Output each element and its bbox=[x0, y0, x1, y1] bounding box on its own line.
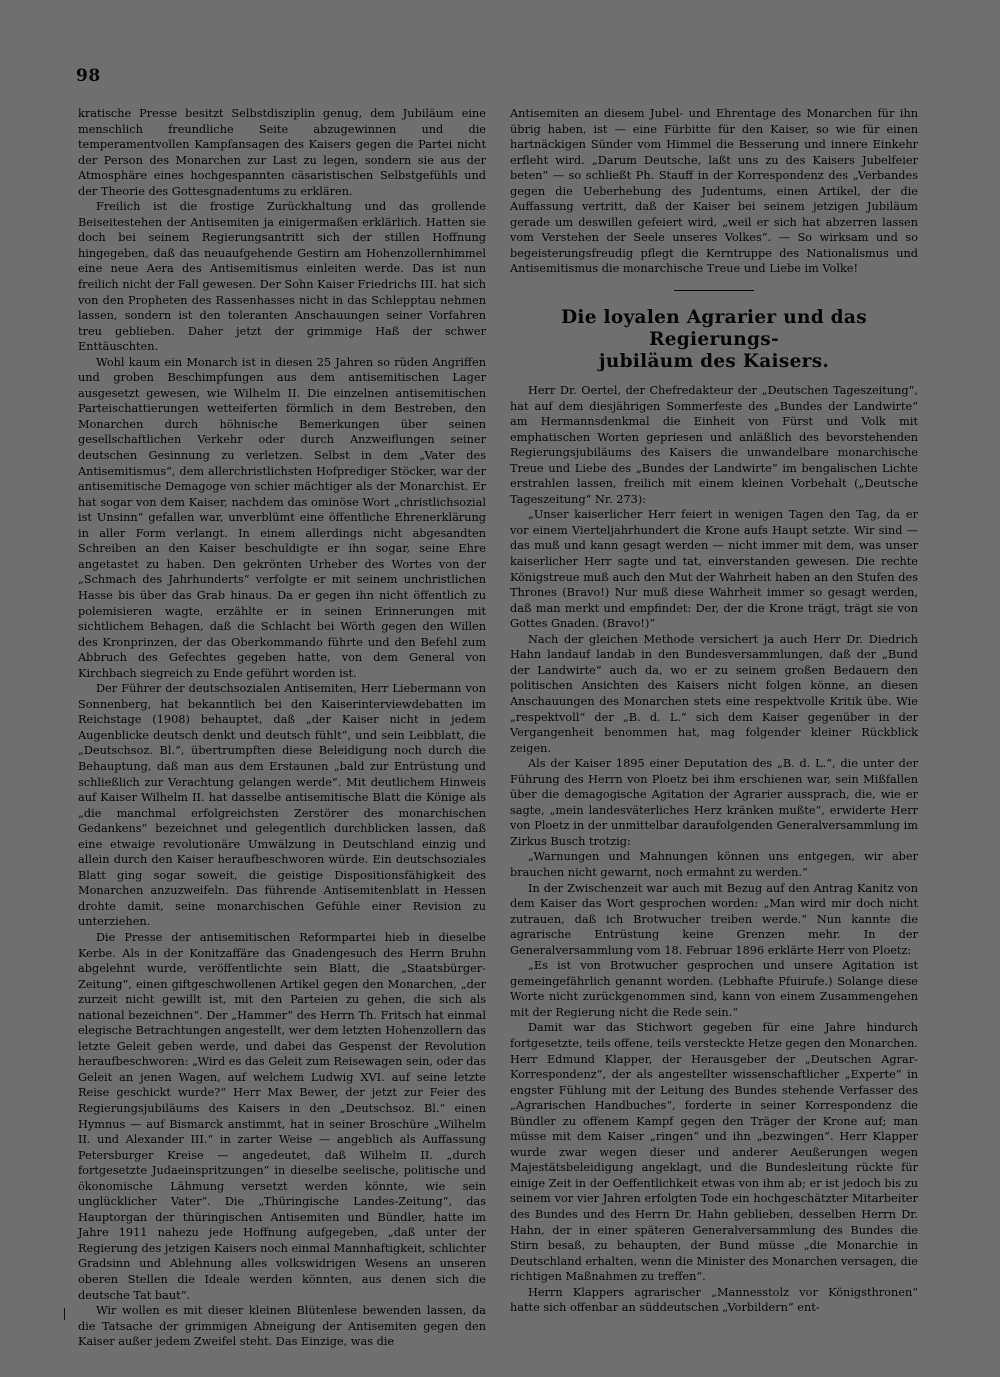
section-heading-line: Die loyalen Agrarier und das Regierungs- bbox=[561, 307, 867, 351]
paragraph: Der Führer der deutschsozialen Antisemiten, Herr Liebermann von Sonnenberg, hat bekanntlich bei den Kaiserinterviewdebatten im Reichstage (1908) behauptet, daß „der Kaiser nicht in jedem Augenblicke deutsch denkt und deutsch fühlt“, und sein Leibblatt, die „Deutschsoz. Bl.“, übertrumpften diese Beleidigung noch durch die Behauptung, daß man aus dem Erstaunen „bald zur Entrüstung und schließlich zur Verachtung gelangen werde“. Mit deutlichem Hinweis auf Kaiser Wilhelm II. hat dasselbe antisemitische Blatt die Könige als „die manchmal erfolgreichsten Zerstörer des monarchischen Gedankens“ bezeichnet und gelegentlich durchblicken lassen, daß eine etwaige revolutionäre Umwälzung in Deutschland einzig und allein durch den Kaiser heraufbeschworen würde. Ein deutschsoziales Blatt ging sogar soweit, die geistige Dispositionsfähigkeit des Monarchen anzuzweifeln. Das führende Antisemitenblatt in Hessen drohte damit, seine monarchischen Gefühle einer Revision zu unterziehen. bbox=[78, 682, 486, 929]
paragraph: Als der Kaiser 1895 einer Deputation des „B. d. L.“, die unter der Führung des Herrn von Ploetz bei ihm erschienen war, sein Mißfallen über die demagogische Agitation der Agrarier aussprach, die, wie er sagte, „mein landesväterliches Herz kränken mußte“, erwiderte Herr von Ploetz in der unmittelbar daraufolgenden Generalversammlung im Zirkus Busch trotzig: bbox=[510, 757, 918, 848]
paragraph: Wir wollen es mit dieser kleinen Blütenlese bewenden lassen, da die Tatsache der grimmigen Abneigung der Antisemiten gegen den Kaiser außer jedem Zweifel steht. Das Einzige, was die bbox=[78, 1304, 486, 1349]
section-heading bbox=[510, 307, 918, 373]
paragraph: „Es ist von Brotwucher gesprochen und unsere Agitation ist gemeingefährlich genannt worden. (Lebhafte Pfuirufe.) Solange diese Worte nicht zurückgenommen sind, kann von einem Zusammengehen mit der Regierung nicht die Rede sein.“ bbox=[510, 959, 918, 1019]
paragraph: Nach der gleichen Methode versichert ja auch Herr Dr. Diedrich Hahn landauf landab in den Bundesversammlungen, daß der „Bund der Landwirte“ auch da, wo er zu seinem großen Bedauern den politischen Ansichten des Kaisers nicht folgen könne, an diesen Anschauungen des Monarchen stets eine respektvolle Kritik übe. Wie „respektvoll“ der „B. d. L.“ sich dem Kaiser gegenüber in der Vergangenheit benommen hat, mag folgender kleiner Rückblick zeigen. bbox=[510, 632, 918, 755]
paragraph: kratische Presse besitzt Selbstdisziplin genug, dem Jubiläum eine menschlich freundliche Seite abzugewinnen und die temperamentvollen Kampfansagen des Kaisers gegen die Partei nicht der Person des Monarchen zur Last zu legen, sondern sie aus der Atmosphäre eines hochgespannten cäsaristischen Selbstgefühls und der Theorie des Gottesgnadentums zu erklären. bbox=[78, 107, 486, 198]
paragraph: „Unser kaiserlicher Herr feiert in wenigen Tagen den Tag, da er vor einem Vierteljahrhundert die Krone aufs Haupt setzte. Wir sind — das muß und kann gesagt werden — nicht immer mit dem, was unser kaiserlicher Herr sagte und tat, einverstanden gewesen. Die rechte Königstreue muß auch den Mut der Wahrheit haben an den Stufen des Thrones (Bravo!) Nur muß diese Wahrheit immer so gesagt werden, daß man merkt und empfindet: Der, der die Krone trägt, trägt sie von Gottes Gnaden. (Bravo!)“ bbox=[510, 508, 918, 631]
paragraph: „Warnungen und Mahnungen können uns entgegen, wir aber brauchen nicht gewarnt, noch ermahnt zu werden.“ bbox=[510, 850, 918, 879]
paragraph: Herrn Klappers agrarischer „Mannesstolz vor Königsthronen“ hatte sich offenbar an süddeutschen „Vorbildern“ ent- bbox=[510, 1285, 918, 1315]
margin-mark bbox=[64, 1308, 65, 1320]
left-column bbox=[78, 106, 486, 1350]
paragraph: Damit war das Stichwort gegeben für eine Jahre hindurch fortgesetzte, teils offene, teils versteckte Hetze gegen den Monarchen. Herr Edmund Klapper, der Herausgeber der „Deutschen Agrar-Korrespondenz“, der als angestellter wissenschaftlicher „Experte“ in engster Fühlung mit der Leitung des Bundes stehende Verfasser des „Agrarischen Handbuches“, forderte in seiner Korrespondenz die Bündler zu offenem Kampf gegen den Träger der Krone auf; man müsse mit dem Kaiser „ringen“ und ihn „bezwingen“. Herr Klapper wurde zwar wegen dieser und anderer Aeußerungen wegen Majestätsbeleidigung angeklagt, und die Bundesleitung rückte für einige Zeit in der Oeffentlichkeit etwas von ihm ab; er ist jedoch bis zu seinem vor vier Jahren erfolgten Tode ein hochgeschätzter Mitarbeiter des Bundes und des Herrn Dr. Hahn geblieben, desselben Herrn Dr. Hahn, der in einer späteren Generalversammlung des Bundes die Stirn besaß, zu behaupten, der Bund müsse „die Monarchie in Deutschland erhalten, wenn die Minister des Monarchen versagen, die richtigen Maßnahmen zu treffen“. bbox=[510, 1021, 918, 1284]
paragraph: Die Presse der antisemitischen Reformpartei hieb in dieselbe Kerbe. Als in der Konitzaffäre das Gnadengesuch des Herrn Bruhn abgelehnt wurde, veröffentlichte sein Blatt, die „Staatsbürger-Zeitung“, einen giftgeschwollenen Artikel gegen den Monarchen, „der zurzeit nicht gewillt ist, mit den Parteien zu gehen, die sich als national bezeichnen“. Der „Hammer“ des Herrn Th. Fritsch hat einmal elegische Betrachtungen angestellt, wer dem letzten Hohenzollern das letzte Geleit geben werde, und dabei das Gespenst der Revolution heraufbeschworen: „Wird es das Geleit zum Reisewagen sein, oder das Geleit an jenen Wagen, auf welchem Ludwig XVI. auf seine letzte Reise geschickt wurde?“ Herr Max Bewer, der jetzt zur Feier des Regierungsjubiläums des Kaisers in den „Deutschsoz. Bl.“ einen Hymnus — auf Bismarck anstimmt, hat in seiner Broschüre „Wilhelm II. und Alexander III.“ in zarter Weise — angeblich als Auffassung Petersburger Kreise — angedeutet, daß Wilhelm II. „durch fortgesetzte Judaeinspritzungen“ in dieselbe seelische, politische und ökonomische Lähmung versetzt werden könnte, wie sein unglücklicher Vater“. Die „Thüringische Landes-Zeitung“, das Hauptorgan der thüringischen Antisemiten und Bündler, hatte im Jahre 1911 nahezu jede Hoffnung aufgegeben, „daß unter der Regierung des jetzigen Kaisers noch einmal Mannhaftigkeit, schlichter Gradsinn und Ablehnung alles volkswidrigen Wesens an unseren oberen Stellen die Ideale werden könnten, aus denen sich die deutsche Tat baut“. bbox=[78, 930, 487, 1302]
paragraph: Antisemiten an diesem Jubel- und Ehrentage des Monarchen für ihn übrig haben, ist — eine Fürbitte für den Kaiser, so wie für einen hartnäckigen Sünder vom Himmel die Besserung und innere Einkehr erfleht wird. „Darum Deutsche, laßt uns zu des Kaisers Jubelfeier beten“ — so schließt Ph. Stauff in der Korrespondenz des „Verbandes gegen die Ueberhebung des Judentums, einen Artikel, der die Auffassung vertritt, daß der Kaiser bei seinem jetzigen Jubiläum gerade um deswillen gefeiert wird, „weil er sich hat abzerren lassen vom Verstehen der Seele unseres Volkes“. — So wirksam und so begeisterungsfreudig pflegt die Kerntruppe des Nationalismus und Antisemitismus die monarchische Treue und Liebe im Volke! bbox=[510, 107, 918, 276]
paragraph: Herr Dr. Oertel, der Chefredakteur der „Deutschen Tageszeitung“, hat auf dem diesjährigen Sommerfeste des „Bundes der Landwirte“ am Hermannsdenkmal die Einheit von Fürst und Volk mit emphatischen Worten gepriesen und anläßlich des bevorstehenden Regierungsjubiläums des Kaisers die unwandelbare monarchische Treue und Liebe des „Bundes der Landwirte“ im bengalischen Lichte erstrahlen lassen, freilich mit einem kleinen Vorbehalt („Deutsche Tageszeitung“ Nr. 273): bbox=[510, 384, 918, 506]
page-number: 98 bbox=[76, 66, 101, 86]
paragraph: Freilich ist die frostige Zurückhaltung und das grollende Beiseitestehen der Antisemiten ja einigermaßen erklärlich. Hatten sie doch bei seinem Regierungsantritt sich der stillen Hoffnung hingegeben, daß das neuaufgehende Gestirn am Hohenzollernhimmel eine neue Aera des Antisemitismus einleiten werde. Das ist nun freilich nicht der Fall gewesen. Der Sohn Kaiser Friedrichs III. hat sich von den Propheten des Rassenhasses nicht in das Schlepptau nehmen lassen, sondern ist den toleranten Anschauungen seiner Vorfahren treu geblieben. Daher jetzt der grimmige Haß der schwer Enttäuschten. bbox=[78, 200, 486, 354]
section-divider bbox=[674, 290, 754, 291]
paragraph: In der Zwischenzeit war auch mit Bezug auf den Antrag Kanitz von dem Kaiser das Wort gesprochen worden: „Man wird mir doch nicht zutrauen, daß ich Brotwucher treiben werde.“ Nun kannte die agrarische Entrüstung keine Grenzen mehr. In der Generalversammlung vom 18. Februar 1896 erklärte Herr von Ploetz: bbox=[510, 881, 918, 957]
section-heading-line: jubiläum des Kaisers. bbox=[598, 351, 830, 373]
right-column bbox=[510, 106, 918, 1316]
paragraph: Wohl kaum ein Monarch ist in diesen 25 Jahren so rüden Angriffen und groben Beschimpfungen aus dem antisemitischen Lager ausgesetzt gewesen, wie Wilhelm II. Die einzelnen antisemitischen Parteischattierungen wetteiferten förmlich in dem Bestreben, den Monarchen durch höhnische Bemerkungen über seinen gesellschaftlichen Verkehr oder durch Anzweiflungen seiner deutschen Gesinnung zu verletzen. Selbst in dem „Vater des Antisemitismus“, dem allerchristlichsten Hofprediger Stöcker, war der antisemitische Demagoge von schier mächtiger als der Monarchist. Er hat sogar von dem Kaiser, nachdem das ominöse Wort „christlichsozial ist Unsinn“ gefallen war, unverblümt eine öffentliche Ehrenerklärung in aller Form verlangt. In einem allerdings nicht abgesandten Schreiben an den Kaiser beschuldigte er ihn sogar, seine Ehre angetastet zu haben. Den gekrönten Urheber des Wortes von der „Schmach des Jahrhunderts“ verfolgte er mit seinem unchristlichen Hasse bis über das Grab hinaus. Da er gegen ihn nicht öffentlich zu polemisieren wagte, erzählte er in seinen Erinnerungen mit sichtlichem Behagen, daß die Schlacht bei Wörth gegen den Willen des Kronprinzen, der das Oberkommando führte und den Befehl zum Abbruch des Gefechtes gegeben hatte, von dem General von Kirchbach siegreich zu Ende geführt worden ist. bbox=[78, 355, 486, 680]
